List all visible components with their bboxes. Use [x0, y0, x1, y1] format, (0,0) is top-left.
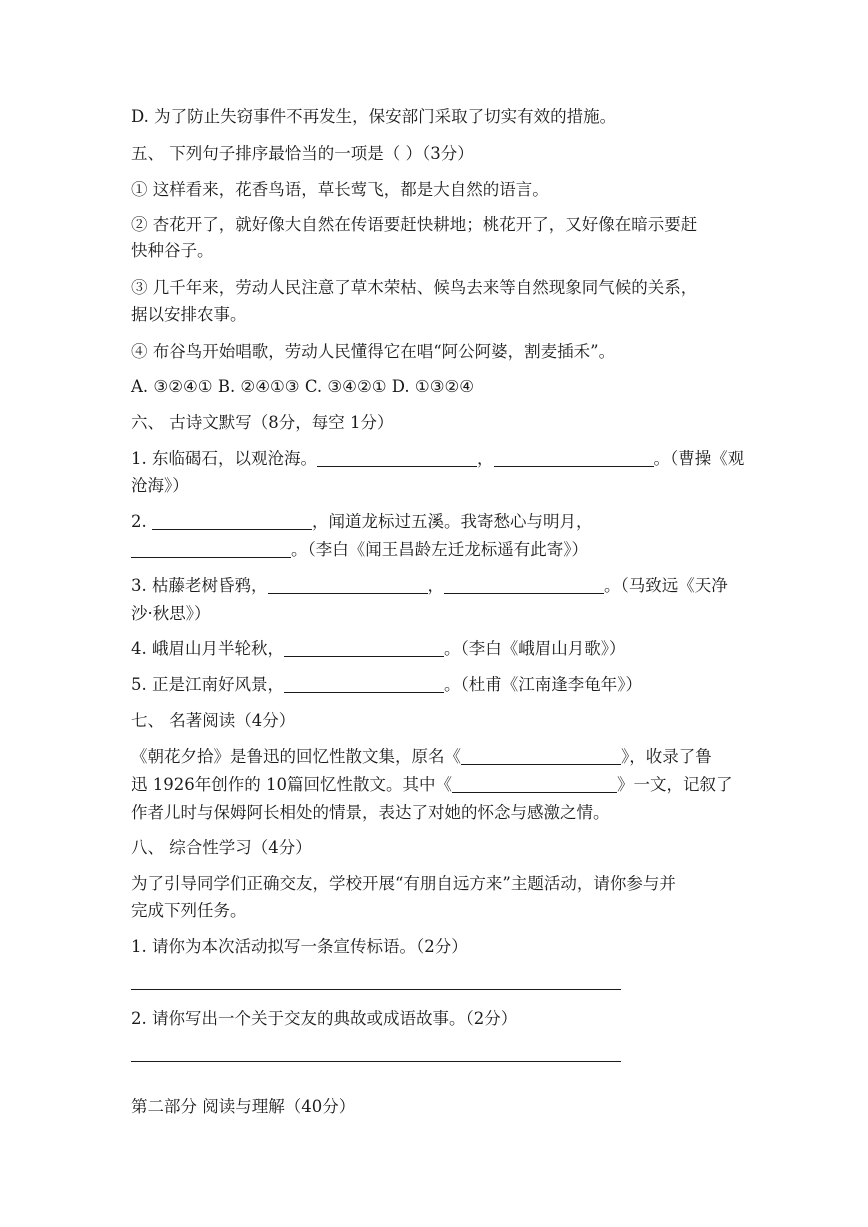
q6-item-3-cont: 沙·秋思》）: [131, 604, 211, 623]
answer-blank[interactable]: [461, 748, 621, 765]
q6-item-3-text: 3. 枯藤老树昏鸦，: [131, 576, 268, 595]
q7-line-1-end: 》，收录了鲁: [621, 747, 712, 766]
q6-item-3-source: 。（马致远《天净: [604, 576, 728, 595]
q6-item-1-cont: 沧海》）: [131, 476, 189, 495]
answer-blank[interactable]: [152, 513, 312, 530]
q6-item-2: [131, 511, 593, 533]
q6-item-2-text: ，闻道龙标过五溪。我寄愁心与明月，: [312, 512, 593, 531]
q6-item-2-num: 2.: [131, 512, 152, 531]
q8-task-1: 1. 请你为本次活动拟写一条宣传标语。（2分）: [131, 937, 468, 956]
q8-task-2: 2. 请你写出一个关于交友的典故或成语故事。（2分）: [131, 1009, 518, 1028]
answer-blank[interactable]: [284, 676, 444, 693]
q6-item-5: [131, 674, 642, 696]
q4-option-d: D. 为了防止失窃事件不再发生，保安部门采取了切实有效的措施。: [131, 107, 617, 126]
q8-heading: 八、 综合性学习（4分）: [131, 838, 312, 857]
q6-item-2-source: 。（李白《闻王昌龄左迁龙标遥有此寄》）: [291, 540, 588, 559]
answer-blank[interactable]: [452, 776, 617, 793]
q6-item-4-source: 。（李白《峨眉山月歌》）: [444, 639, 626, 658]
q6-item-1-sep: ，: [477, 449, 494, 468]
q7-line-1-text: 《朝花夕拾》是鲁迅的回忆性散文集，原名《: [131, 747, 461, 766]
q6-heading: 六、 古诗文默写（8分，每空 1分）: [131, 413, 394, 432]
answer-blank[interactable]: [131, 541, 291, 558]
q6-item-4: [131, 638, 626, 660]
q5-sentence-3: ③ 几千年来，劳动人民注意了草木荣枯、候鸟去来等自然现象同气候的关系，: [131, 278, 698, 297]
q6-item-1: [131, 448, 744, 470]
q7-heading: 七、 名著阅读（4分）: [131, 711, 296, 730]
q6-item-1-text: 1. 东临碣石，以观沧海。: [131, 449, 317, 468]
q5-sentence-3-cont: 据以安排农事。: [131, 305, 247, 324]
part-2-heading: 第二部分 阅读与理解（40分）: [131, 1097, 356, 1116]
q6-item-5-text: 5. 正是江南好风景，: [131, 675, 284, 694]
q5-sentence-2: ② 杏花开了，就好像大自然在传语要赶快耕地；桃花开了，又好像在暗示要赶: [131, 215, 698, 234]
q7-line-3: 作者儿时与保姆阿长相处的情景，表达了对她的怀念与感激之情。: [131, 803, 610, 822]
q7-line-2: [131, 774, 732, 796]
answer-blank[interactable]: [284, 640, 444, 657]
answer-line-2[interactable]: [131, 1061, 621, 1062]
q5-sentence-1: ① 这样看来，花香鸟语，草长莺飞，都是大自然的语言。: [131, 180, 549, 199]
q6-item-4-text: 4. 峨眉山月半轮秋，: [131, 639, 284, 658]
answer-blank[interactable]: [444, 577, 604, 594]
q5-heading: 五、 下列句子排序最恰当的一项是（ ）（3分）: [131, 144, 474, 163]
answer-blank[interactable]: [268, 577, 428, 594]
q8-intro-cont: 完成下列任务。: [131, 901, 247, 920]
q6-item-3: [131, 575, 728, 597]
q7-line-2-end: 》一文，记叙了: [616, 775, 733, 794]
answer-line-1[interactable]: [131, 989, 621, 990]
answer-blank[interactable]: [494, 450, 654, 467]
q6-item-2-cont: [131, 539, 588, 561]
q5-options: A. ③②④① B. ②④①③ C. ③④②① D. ①③②④: [131, 377, 475, 396]
q6-item-1-source: 。（曹操《观: [653, 449, 745, 468]
q6-item-3-sep: ，: [427, 576, 444, 595]
answer-blank[interactable]: [317, 450, 477, 467]
q7-line-1: [131, 746, 712, 768]
q6-item-5-source: 。（杜甫《江南逢李龟年》）: [444, 675, 642, 694]
q8-intro: 为了引导同学们正确交友，学校开展“有朋自远方来”主题活动，请你参与并: [131, 874, 676, 893]
q5-sentence-4: ④ 布谷鸟开始唱歌，劳动人民懂得它在唱“阿公阿婆，割麦插禾”。: [131, 342, 616, 361]
q7-line-2-text: 迅 1926年创作的 10篇回忆性散文。其中《: [131, 775, 452, 794]
q5-sentence-2-cont: 快种谷子。: [131, 241, 214, 260]
